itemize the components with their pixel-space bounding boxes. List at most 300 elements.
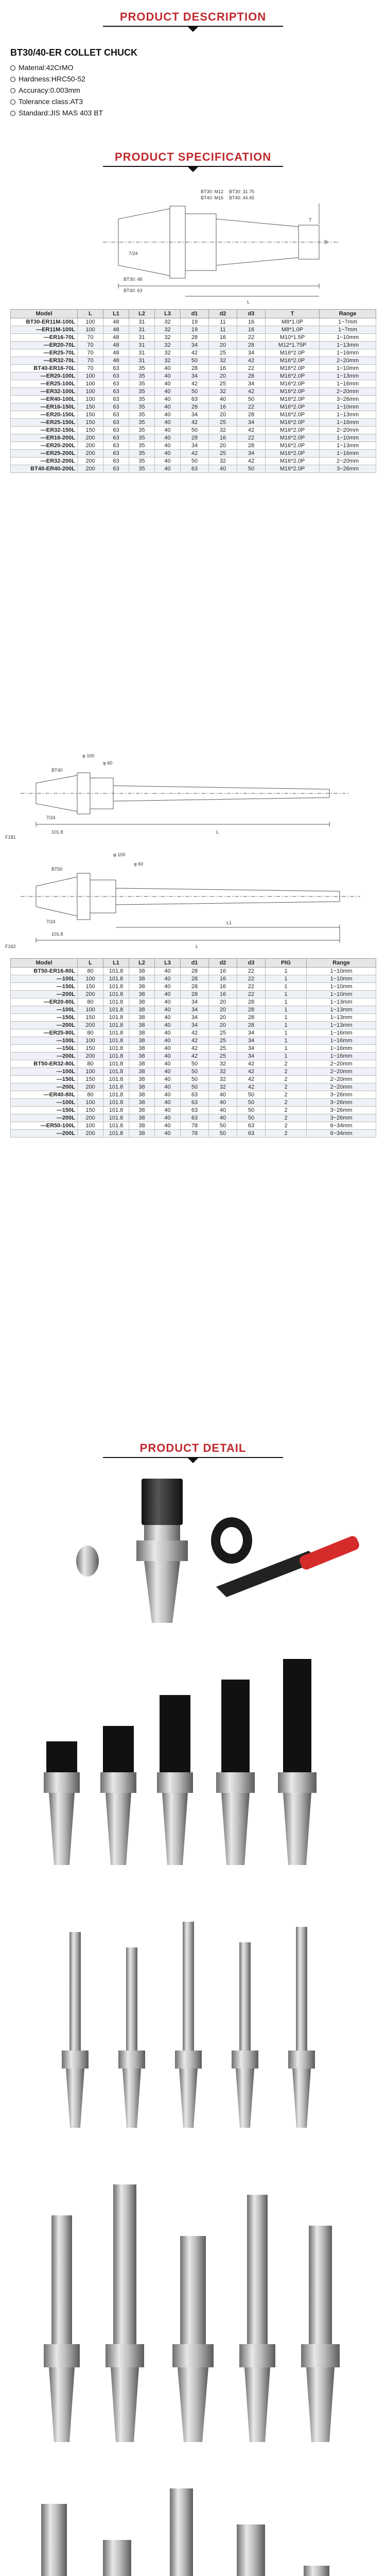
- value-cell: 80: [78, 1060, 103, 1068]
- table-row: [11, 442, 376, 450]
- table-row: [11, 365, 376, 372]
- value-cell: 11: [209, 326, 237, 334]
- value-cell: 100: [78, 975, 103, 983]
- value-cell: 1~13mm: [320, 342, 376, 349]
- drawing-label: BT40: 44.45: [229, 195, 255, 200]
- model-cell: —ER16-150L: [11, 403, 78, 411]
- value-cell: 1: [266, 975, 307, 983]
- value-cell: 34: [237, 1053, 266, 1060]
- table-row: [11, 1130, 376, 1138]
- value-cell: 16: [209, 968, 237, 975]
- value-cell: 63: [103, 434, 129, 442]
- value-cell: 42: [237, 388, 266, 396]
- value-cell: 40: [155, 968, 181, 975]
- value-cell: 63: [103, 396, 129, 403]
- drawing-label: L: [216, 829, 219, 835]
- value-cell: 1: [266, 1006, 307, 1014]
- drawing-label: φ 100: [113, 852, 126, 857]
- description-title: PRODUCT DESCRIPTION: [119, 10, 267, 23]
- table-header-row: [11, 310, 376, 318]
- value-cell: M8*1.0P: [266, 326, 320, 334]
- value-cell: 70: [78, 334, 103, 342]
- value-cell: 34: [237, 349, 266, 357]
- table-row: [11, 457, 376, 465]
- value-cell: 40: [209, 1099, 237, 1107]
- spec-row: Accuracy:0.003mm: [10, 84, 103, 96]
- value-cell: 1~13mm: [307, 1022, 376, 1029]
- value-cell: 19: [181, 318, 209, 326]
- value-cell: 40: [155, 450, 181, 457]
- value-cell: 35: [129, 419, 155, 427]
- value-cell: 2: [266, 1091, 307, 1099]
- value-cell: 200: [78, 457, 103, 465]
- value-cell: 38: [129, 968, 155, 975]
- column-header: L2: [129, 310, 155, 318]
- model-cell: —ER16-200L: [11, 434, 78, 442]
- value-cell: 38: [129, 1029, 155, 1037]
- value-cell: 28: [181, 968, 209, 975]
- column-header: Model: [11, 959, 78, 968]
- value-cell: 101.8: [103, 1060, 129, 1068]
- value-cell: 38: [129, 1045, 155, 1053]
- value-cell: 25: [209, 1045, 237, 1053]
- model-cell: —200L: [11, 991, 78, 998]
- model-cell: BT30-ER11M-100L: [11, 318, 78, 326]
- value-cell: 50: [181, 457, 209, 465]
- value-cell: 34: [237, 1037, 266, 1045]
- table-row: [11, 326, 376, 334]
- specification-title: PRODUCT SPECIFICATION: [114, 150, 272, 163]
- value-cell: 28: [181, 975, 209, 983]
- value-cell: M16*2.0P: [266, 388, 320, 396]
- value-cell: 101.8: [103, 1083, 129, 1091]
- value-cell: 35: [129, 388, 155, 396]
- value-cell: 200: [78, 1022, 103, 1029]
- value-cell: 38: [129, 1114, 155, 1122]
- drawing-label: L1: [226, 920, 232, 925]
- model-cell: —ER25-200L: [11, 450, 78, 457]
- value-cell: 1: [266, 991, 307, 998]
- value-cell: 101.8: [103, 1022, 129, 1029]
- value-cell: 40: [209, 1091, 237, 1099]
- column-header: d3: [237, 959, 266, 968]
- spec-row: Standard:JIS MAS 403 BT: [10, 107, 103, 118]
- value-cell: 22: [237, 991, 266, 998]
- value-cell: 3~26mm: [307, 1107, 376, 1114]
- value-cell: 101.8: [103, 1107, 129, 1114]
- value-cell: 80: [78, 968, 103, 975]
- model-cell: —ER25-70L: [11, 349, 78, 357]
- value-cell: 40: [155, 1037, 181, 1045]
- value-cell: 42: [181, 1037, 209, 1045]
- value-cell: 38: [129, 983, 155, 991]
- value-cell: 63: [103, 450, 129, 457]
- value-cell: M16*2.0P: [266, 349, 320, 357]
- value-cell: 34: [181, 1006, 209, 1014]
- value-cell: 1: [266, 1045, 307, 1053]
- drawing-label: φ 60: [103, 760, 113, 766]
- value-cell: 50: [181, 1068, 209, 1076]
- model-cell: —100L: [11, 1006, 78, 1014]
- value-cell: 101.8: [103, 1045, 129, 1053]
- value-cell: 200: [78, 1083, 103, 1091]
- column-header: d2: [209, 310, 237, 318]
- table-row: [11, 968, 376, 975]
- value-cell: 38: [129, 1022, 155, 1029]
- detail-title: PRODUCT DETAIL: [139, 1442, 247, 1454]
- spec-table-bt50: [10, 958, 376, 1138]
- value-cell: 40: [155, 419, 181, 427]
- value-cell: M12*1.75P: [266, 342, 320, 349]
- value-cell: 1~13mm: [307, 1006, 376, 1014]
- value-cell: 63: [103, 403, 129, 411]
- value-cell: 38: [129, 1076, 155, 1083]
- value-cell: 40: [155, 427, 181, 434]
- value-cell: 101.8: [103, 975, 129, 983]
- value-cell: 50: [181, 1060, 209, 1068]
- table-row: [11, 1053, 376, 1060]
- value-cell: 11: [209, 318, 237, 326]
- value-cell: 38: [129, 1091, 155, 1099]
- value-cell: 20: [209, 411, 237, 419]
- value-cell: 42: [181, 349, 209, 357]
- product-photo-lineup: [10, 1649, 376, 1880]
- value-cell: 101.8: [103, 1068, 129, 1076]
- table-row: [11, 991, 376, 998]
- value-cell: 16: [209, 991, 237, 998]
- product-photo-group-1: [10, 2164, 376, 2452]
- product-photo-group-2: [10, 2473, 376, 2576]
- table-row: [11, 342, 376, 349]
- header-arrow-icon: [188, 1458, 198, 1463]
- value-cell: 1~10mm: [307, 991, 376, 998]
- value-cell: 38: [129, 1060, 155, 1068]
- value-cell: 1~10mm: [307, 983, 376, 991]
- model-cell: —ER40-80L: [11, 1091, 78, 1099]
- table-row: [11, 349, 376, 357]
- value-cell: 2: [266, 1060, 307, 1068]
- value-cell: 31: [129, 326, 155, 334]
- value-cell: 1: [266, 968, 307, 975]
- table-row: [11, 396, 376, 403]
- value-cell: 35: [129, 450, 155, 457]
- value-cell: 32: [155, 318, 181, 326]
- value-cell: 38: [129, 1037, 155, 1045]
- drawing-label: L: [196, 944, 199, 949]
- value-cell: 48: [103, 357, 129, 365]
- model-cell: —200L: [11, 1130, 78, 1138]
- value-cell: 80: [78, 1091, 103, 1099]
- column-header: d1: [181, 310, 209, 318]
- value-cell: 1~16mm: [307, 1045, 376, 1053]
- value-cell: 63: [181, 1099, 209, 1107]
- technical-drawing-bt30-40: [0, 178, 386, 307]
- value-cell: 50: [237, 465, 266, 473]
- value-cell: 63: [237, 1130, 266, 1138]
- table-row: [11, 372, 376, 380]
- value-cell: 1: [266, 1022, 307, 1029]
- table-row: [11, 1014, 376, 1022]
- doc-title: BT30/40-ER COLLET CHUCK: [10, 47, 138, 58]
- spec-row: Tolerance class:AT3: [10, 96, 103, 107]
- value-cell: 40: [155, 975, 181, 983]
- value-cell: 34: [181, 1022, 209, 1029]
- value-cell: 40: [155, 465, 181, 473]
- value-cell: 2: [266, 1083, 307, 1091]
- value-cell: 101.8: [103, 1122, 129, 1130]
- value-cell: 200: [78, 1130, 103, 1138]
- column-header: d1: [181, 959, 209, 968]
- value-cell: 40: [155, 434, 181, 442]
- value-cell: 28: [237, 1022, 266, 1029]
- value-cell: 40: [155, 1114, 181, 1122]
- value-cell: 2~20mm: [307, 1060, 376, 1068]
- table-row: [11, 411, 376, 419]
- value-cell: 2~20mm: [307, 1083, 376, 1091]
- value-cell: 100: [78, 318, 103, 326]
- value-cell: 100: [78, 1099, 103, 1107]
- value-cell: 63: [103, 465, 129, 473]
- table-row: [11, 465, 376, 473]
- value-cell: 28: [181, 403, 209, 411]
- value-cell: 25: [209, 1029, 237, 1037]
- value-cell: 100: [78, 1006, 103, 1014]
- value-cell: 42: [181, 1053, 209, 1060]
- value-cell: 70: [78, 342, 103, 349]
- value-cell: 20: [209, 1014, 237, 1022]
- table-row: [11, 1091, 376, 1099]
- value-cell: 50: [181, 1083, 209, 1091]
- value-cell: 50: [181, 388, 209, 396]
- value-cell: 28: [237, 411, 266, 419]
- column-header: L1: [103, 310, 129, 318]
- column-header: Range: [307, 959, 376, 968]
- value-cell: 1~13mm: [320, 442, 376, 450]
- value-cell: 42: [181, 1029, 209, 1037]
- model-cell: —ER32-70L: [11, 357, 78, 365]
- model-cell: —ER25-150L: [11, 419, 78, 427]
- drawing-label: BT40: M16: [201, 195, 224, 200]
- value-cell: 35: [129, 411, 155, 419]
- column-header: Model: [11, 310, 78, 318]
- value-cell: 101.8: [103, 991, 129, 998]
- value-cell: 78: [181, 1130, 209, 1138]
- value-cell: 16: [209, 365, 237, 372]
- value-cell: M16*2.0P: [266, 457, 320, 465]
- value-cell: 32: [155, 342, 181, 349]
- value-cell: 63: [103, 365, 129, 372]
- value-cell: 40: [155, 1022, 181, 1029]
- value-cell: 200: [78, 991, 103, 998]
- value-cell: 1: [266, 1037, 307, 1045]
- drawing-label: 101.8: [51, 829, 63, 835]
- value-cell: 40: [155, 1014, 181, 1022]
- value-cell: 70: [78, 357, 103, 365]
- value-cell: 31: [129, 342, 155, 349]
- value-cell: 48: [103, 342, 129, 349]
- value-cell: M16*2.0P: [266, 365, 320, 372]
- drawing-label: 7/24: [129, 251, 138, 256]
- value-cell: 1~10mm: [320, 365, 376, 372]
- column-header: L: [78, 310, 103, 318]
- value-cell: 32: [209, 1083, 237, 1091]
- spec-table-bt30-40: [10, 309, 376, 473]
- table-row: [11, 1107, 376, 1114]
- value-cell: 63: [103, 411, 129, 419]
- value-cell: 63: [103, 442, 129, 450]
- value-cell: 34: [181, 342, 209, 349]
- value-cell: 40: [155, 372, 181, 380]
- value-cell: 35: [129, 403, 155, 411]
- value-cell: 63: [181, 396, 209, 403]
- value-cell: 42: [181, 380, 209, 388]
- value-cell: 101.8: [103, 1130, 129, 1138]
- value-cell: 40: [155, 1068, 181, 1076]
- value-cell: 16: [209, 983, 237, 991]
- value-cell: 101.8: [103, 1014, 129, 1022]
- model-cell: —ER32-100L: [11, 388, 78, 396]
- value-cell: 40: [155, 380, 181, 388]
- value-cell: 1~16mm: [320, 419, 376, 427]
- value-cell: 16: [209, 334, 237, 342]
- column-header: T: [266, 310, 320, 318]
- value-cell: 34: [237, 380, 266, 388]
- value-cell: 100: [78, 326, 103, 334]
- table-row: [11, 975, 376, 983]
- value-cell: 40: [155, 365, 181, 372]
- column-header: L1: [103, 959, 129, 968]
- value-cell: 101.8: [103, 968, 129, 975]
- value-cell: 2~20mm: [307, 1068, 376, 1076]
- value-cell: 3~26mm: [307, 1099, 376, 1107]
- value-cell: 42: [237, 1083, 266, 1091]
- table-row: [11, 983, 376, 991]
- detail-header: [0, 1442, 386, 1457]
- value-cell: M16*2.0P: [266, 419, 320, 427]
- value-cell: 200: [78, 450, 103, 457]
- table-row: [11, 1045, 376, 1053]
- table-row: [11, 388, 376, 396]
- value-cell: 1~16mm: [320, 380, 376, 388]
- spec-row: Hardness:HRC50-52: [10, 73, 103, 84]
- table-row: [11, 1029, 376, 1037]
- value-cell: 38: [129, 1068, 155, 1076]
- model-cell: BT40-ER40-200L: [11, 465, 78, 473]
- value-cell: 63: [181, 1091, 209, 1099]
- value-cell: M8*1.0P: [266, 318, 320, 326]
- value-cell: 6~34mm: [307, 1122, 376, 1130]
- value-cell: 2: [266, 1130, 307, 1138]
- value-cell: 2: [266, 1122, 307, 1130]
- value-cell: 40: [155, 1122, 181, 1130]
- value-cell: 50: [181, 357, 209, 365]
- value-cell: 150: [78, 1076, 103, 1083]
- value-cell: 20: [209, 1006, 237, 1014]
- value-cell: 1~16mm: [307, 1029, 376, 1037]
- value-cell: 35: [129, 365, 155, 372]
- drawing-label: 7/24: [46, 919, 56, 924]
- table-row: [11, 1037, 376, 1045]
- table-row: [11, 450, 376, 457]
- value-cell: 63: [181, 1114, 209, 1122]
- value-cell: 101.8: [103, 1037, 129, 1045]
- specification-header: [0, 150, 386, 166]
- table-row: [11, 419, 376, 427]
- value-cell: 63: [181, 465, 209, 473]
- value-cell: M10*1.5P: [266, 334, 320, 342]
- value-cell: 40: [155, 1130, 181, 1138]
- table-row: [11, 318, 376, 326]
- value-cell: 150: [78, 427, 103, 434]
- value-cell: 25: [209, 1037, 237, 1045]
- value-cell: 40: [155, 1006, 181, 1014]
- value-cell: 100: [78, 380, 103, 388]
- value-cell: M16*2.0P: [266, 465, 320, 473]
- value-cell: 63: [103, 427, 129, 434]
- value-cell: 200: [78, 1053, 103, 1060]
- value-cell: 50: [237, 1099, 266, 1107]
- value-cell: 38: [129, 1083, 155, 1091]
- value-cell: 101.8: [103, 998, 129, 1006]
- bullet-icon: [10, 99, 15, 105]
- value-cell: 40: [209, 1114, 237, 1122]
- drawing-label: D: [324, 240, 328, 245]
- model-cell: —150L: [11, 1014, 78, 1022]
- value-cell: 1: [266, 1053, 307, 1060]
- value-cell: 22: [237, 403, 266, 411]
- value-cell: 38: [129, 1099, 155, 1107]
- drawing-label: F181: [5, 835, 16, 840]
- value-cell: 16: [237, 326, 266, 334]
- value-cell: 80: [78, 998, 103, 1006]
- table-row: [11, 334, 376, 342]
- value-cell: 63: [103, 457, 129, 465]
- value-cell: 40: [155, 1076, 181, 1083]
- model-cell: —150L: [11, 1076, 78, 1083]
- value-cell: 20: [209, 372, 237, 380]
- column-header: L: [78, 959, 103, 968]
- value-cell: 100: [78, 1122, 103, 1130]
- value-cell: 40: [155, 388, 181, 396]
- value-cell: 1~10mm: [320, 334, 376, 342]
- drawing-label: 101.8: [51, 931, 63, 937]
- table-row: [11, 1076, 376, 1083]
- value-cell: 2~20mm: [320, 388, 376, 396]
- technical-drawing-bt40: [0, 742, 386, 845]
- model-cell: —150L: [11, 1107, 78, 1114]
- value-cell: 35: [129, 434, 155, 442]
- value-cell: 78: [181, 1122, 209, 1130]
- value-cell: 32: [155, 357, 181, 365]
- value-cell: 34: [237, 1029, 266, 1037]
- column-header: L3: [155, 959, 181, 968]
- value-cell: 200: [78, 1114, 103, 1122]
- value-cell: 63: [103, 419, 129, 427]
- model-cell: —ER11M-100L: [11, 326, 78, 334]
- value-cell: 100: [78, 372, 103, 380]
- drawing-label: BT40: [51, 768, 63, 773]
- value-cell: 38: [129, 1122, 155, 1130]
- value-cell: 28: [237, 372, 266, 380]
- header-arrow-icon: [188, 27, 198, 32]
- value-cell: 2~20mm: [307, 1076, 376, 1083]
- drawing-label: BT40: 63: [124, 288, 143, 293]
- value-cell: 50: [237, 1114, 266, 1122]
- value-cell: M16*2.0P: [266, 372, 320, 380]
- value-cell: 35: [129, 396, 155, 403]
- value-cell: 28: [237, 442, 266, 450]
- model-cell: —ER20-100L: [11, 372, 78, 380]
